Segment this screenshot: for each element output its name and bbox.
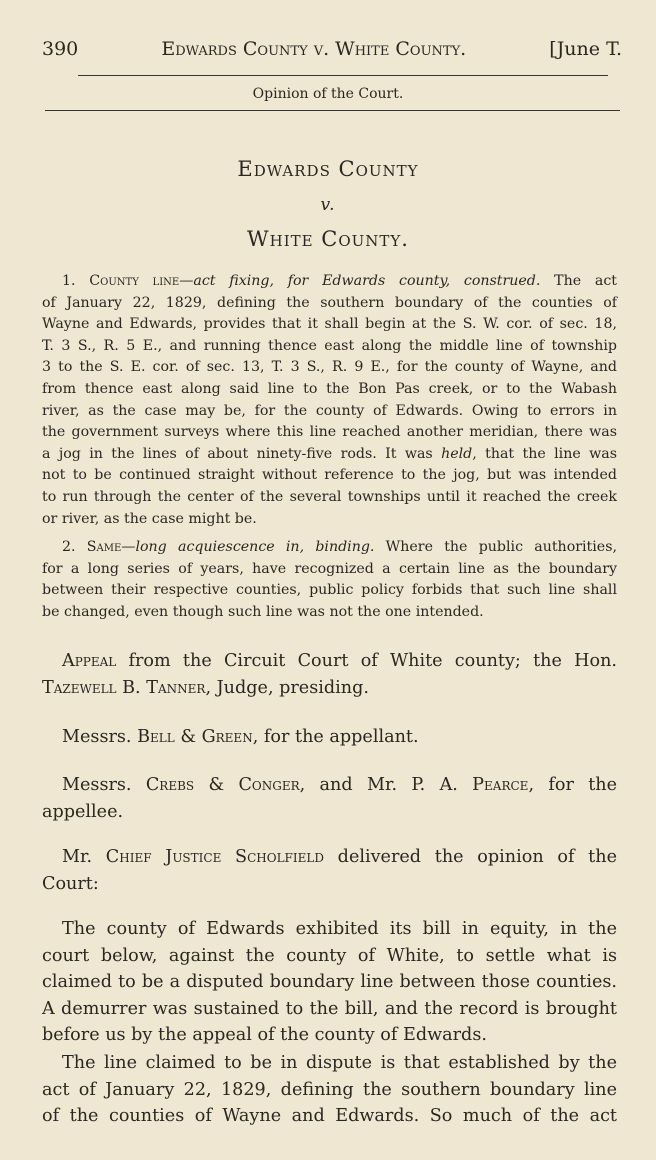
- text-segment: held: [441, 445, 473, 462]
- text-segment: Chief Justice Scholfield: [105, 847, 324, 867]
- text-segment: , Judge, presiding.: [205, 677, 369, 698]
- text-line: [42, 724, 617, 751]
- text-line: [42, 1103, 617, 1130]
- text-segment: the government surveys where this line reached another meridian, there was: [42, 424, 617, 441]
- header-rule: [78, 75, 608, 76]
- text-segment: Messrs.: [62, 775, 146, 795]
- text-segment: Where the public authorities,: [374, 539, 617, 555]
- text-segment: A demurrer was sustained to the bill, and the record is brought: [42, 998, 617, 1019]
- text-segment: between their respective counties, public policy forbids that such line shall: [42, 582, 617, 599]
- text-segment: or river, as the case might be.: [42, 510, 257, 527]
- term-label: [June T.: [549, 38, 622, 60]
- text-segment: before us by the appeal of the county of Edwards.: [42, 1025, 487, 1046]
- text-line: [42, 401, 617, 423]
- text-line: [42, 487, 617, 509]
- text-segment: 2.: [62, 539, 87, 555]
- text-segment: from the Circuit Court of White county; the Hon.: [116, 651, 617, 671]
- text-segment: Court:: [42, 873, 99, 894]
- text-line: [42, 996, 617, 1023]
- page-number: 390: [42, 38, 79, 60]
- text-segment: Wayne and Edwards, provides that it shall begin at the S. W. cor. of sec. 18,: [42, 316, 617, 333]
- opinion-paragraph: [42, 844, 617, 897]
- opinion-paragraph: [42, 772, 617, 825]
- text-line: [42, 336, 617, 358]
- text-segment: , for the appellant.: [252, 727, 419, 747]
- text-segment: a jog in the lines of about ninety-five rods. It was: [42, 445, 442, 462]
- text-segment: claimed to be a disputed boundary line between those counties.: [42, 972, 617, 993]
- section-rule: [45, 110, 620, 111]
- text-segment: The act: [540, 273, 618, 289]
- text-segment: 3 to the S. E. cor. of sec. 13, T. 3 S., R. 9 E., for the county of Wayne, and: [42, 359, 617, 376]
- text-line: [42, 314, 617, 336]
- text-segment: —act fixing, for Edwards county, construed.: [179, 273, 541, 289]
- text-segment: , that the line was: [472, 445, 617, 462]
- text-line: [42, 844, 617, 871]
- text-line: [42, 357, 617, 379]
- section-label: Opinion of the Court.: [252, 86, 404, 102]
- text-segment: Same: [86, 539, 122, 555]
- headnote-2: [42, 537, 617, 623]
- text-segment: Mr.: [62, 847, 106, 867]
- running-header: [42, 38, 622, 60]
- text-segment: Messrs.: [62, 727, 138, 747]
- text-segment: delivered the opinion of the: [323, 847, 617, 867]
- text-line: [42, 271, 617, 293]
- text-line: [42, 537, 617, 559]
- text-segment: for a long series of years, have recognized a certain line as the boundary: [42, 560, 617, 577]
- running-title: Edwards County v. White County.: [161, 38, 467, 60]
- text-segment: appellee.: [42, 801, 124, 822]
- text-line: [42, 772, 617, 799]
- text-segment: County line: [89, 273, 180, 289]
- text-segment: court below, against the county of White, to settle what is: [42, 945, 617, 966]
- text-line: [42, 799, 617, 826]
- opinion-paragraph: [42, 916, 617, 1049]
- text-line: [42, 465, 617, 487]
- text-segment: 1.: [62, 273, 90, 289]
- text-segment: Bell & Green: [137, 727, 253, 747]
- text-line: [42, 1050, 617, 1077]
- headnote-1: [42, 271, 617, 530]
- text-line: [42, 293, 617, 315]
- case-title-defendant: White County.: [247, 227, 409, 251]
- text-segment: T. 3 S., R. 5 E., and running thence east along the middle line of township: [42, 337, 617, 354]
- text-line: [42, 379, 617, 401]
- text-line: [42, 580, 617, 602]
- text-segment: not to be continued straight without reference to the jog, but was intended: [42, 467, 617, 484]
- text-segment: , for the: [528, 775, 618, 795]
- text-line: [42, 444, 617, 466]
- text-line: [42, 509, 617, 531]
- text-segment: river, as the case may be, for the county of Edwards. Owing to errors in: [42, 402, 617, 419]
- text-segment: of January 22, 1829, defining the southern boundary of the counties of: [42, 294, 617, 311]
- case-title-versus: v.: [320, 195, 336, 215]
- opinion-paragraph: [42, 1050, 617, 1130]
- text-line: [42, 1022, 617, 1049]
- text-segment: be changed, even though such line was not the one intended.: [42, 603, 484, 620]
- text-segment: The county of Edwards exhibited its bill in equity, in the: [62, 919, 617, 939]
- text-line: [42, 1077, 617, 1104]
- text-line: [42, 916, 617, 943]
- text-segment: , and Mr.: [299, 775, 412, 795]
- text-line: [42, 602, 617, 624]
- text-segment: of the counties of Wayne and Edwards. So much of the act: [42, 1106, 617, 1127]
- text-segment: The line claimed to be in dispute is that established by the: [62, 1053, 617, 1073]
- text-line: [42, 648, 617, 675]
- text-line: [42, 969, 617, 996]
- text-line: [42, 943, 617, 970]
- text-segment: —long acquiescence in, binding.: [121, 539, 375, 555]
- opinion-paragraph: [42, 724, 617, 751]
- opinion-paragraph: [42, 648, 617, 701]
- text-segment: P. A. Pearce: [411, 775, 529, 795]
- text-segment: to run through the center of the several townships until it reached the creek: [42, 488, 617, 505]
- case-title-plaintiff: Edwards County: [237, 157, 419, 181]
- text-segment: from thence east along said line to the Bon Pas creek, or to the Wabash: [42, 380, 617, 397]
- text-line: [42, 422, 617, 444]
- text-line: [42, 559, 617, 581]
- text-segment: act of January 22, 1829, defining the southern boundary line: [42, 1079, 617, 1100]
- text-segment: Appeal: [62, 651, 117, 671]
- text-line: [42, 871, 617, 898]
- text-segment: Crebs & Conger: [145, 775, 300, 795]
- text-segment: Tazewell B. Tanner: [42, 677, 206, 698]
- text-line: [42, 675, 617, 702]
